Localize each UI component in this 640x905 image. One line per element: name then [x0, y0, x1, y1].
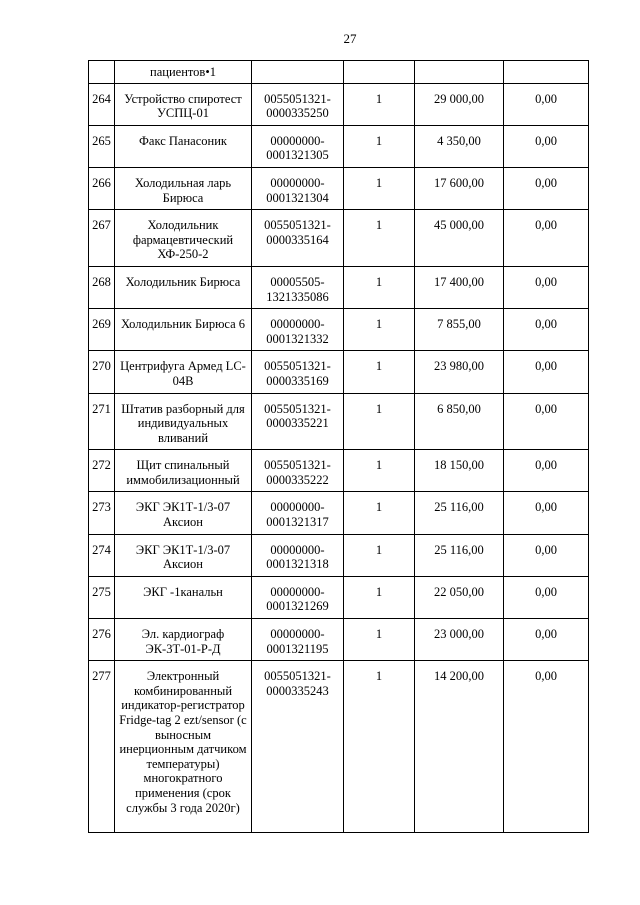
- item-name: Факс Панасоник: [115, 125, 252, 167]
- inventory-code: 00000000-0001321332: [252, 309, 344, 351]
- quantity: 1: [344, 492, 415, 534]
- item-name: Электронный комбинированный индикатор-регистратор Fridge-tag 2 ezt/sensor (с выносным инерционным датчиком температуры) многократного применения (срок службы 3 года 2020г): [115, 661, 252, 833]
- inventory-code: 00000000-0001321317: [252, 492, 344, 534]
- book-value: 45 000,00: [415, 210, 504, 267]
- book-value: [415, 61, 504, 84]
- table-row: [89, 661, 589, 833]
- item-name: Устройство спиротест УСПЦ-01: [115, 83, 252, 125]
- inventory-code: 00000000-0001321318: [252, 534, 344, 576]
- item-name: ЭКГ ЭК1Т-1/3-07 Аксион: [115, 534, 252, 576]
- table-row: [89, 619, 589, 661]
- residual-value: [504, 61, 589, 84]
- quantity: 1: [344, 450, 415, 492]
- row-number: 269: [89, 309, 115, 351]
- quantity: 1: [344, 83, 415, 125]
- inventory-code: 0055051321-0000335243: [252, 661, 344, 833]
- residual-value: 0,00: [504, 210, 589, 267]
- item-name: Эл. кардиограф ЭК-3Т-01-Р-Д: [115, 619, 252, 661]
- row-number: 267: [89, 210, 115, 267]
- item-name: пациентов•1: [115, 61, 252, 84]
- item-name: Холодильник Бирюса: [115, 266, 252, 308]
- item-name: Холодильная ларь Бирюса: [115, 167, 252, 209]
- book-value: 6 850,00: [415, 393, 504, 450]
- quantity: 1: [344, 351, 415, 393]
- table-row: [89, 534, 589, 576]
- book-value: 29 000,00: [415, 83, 504, 125]
- residual-value: 0,00: [504, 83, 589, 125]
- row-number: 277: [89, 661, 115, 833]
- quantity: 1: [344, 309, 415, 351]
- table-row: [89, 393, 589, 450]
- item-name: ЭКГ ЭК1Т-1/3-07 Аксион: [115, 492, 252, 534]
- inventory-table: [88, 60, 589, 833]
- row-number: 273: [89, 492, 115, 534]
- inventory-code: 00000000-0001321195: [252, 619, 344, 661]
- book-value: 14 200,00: [415, 661, 504, 833]
- inventory-code: 00000000-0001321269: [252, 576, 344, 618]
- quantity: [344, 61, 415, 84]
- residual-value: 0,00: [504, 351, 589, 393]
- item-name: Холодильник Бирюса 6: [115, 309, 252, 351]
- table-row: [89, 309, 589, 351]
- table-row: [89, 266, 589, 308]
- residual-value: 0,00: [504, 125, 589, 167]
- table-row: [89, 492, 589, 534]
- book-value: 25 116,00: [415, 492, 504, 534]
- item-name: Центрифуга Армед LC-04B: [115, 351, 252, 393]
- inventory-table-body: [89, 61, 589, 833]
- table-row: [89, 167, 589, 209]
- quantity: 1: [344, 167, 415, 209]
- inventory-code: 00000000-0001321304: [252, 167, 344, 209]
- row-number: [89, 61, 115, 84]
- inventory-code: 0055051321-0000335221: [252, 393, 344, 450]
- table-row: [89, 61, 589, 84]
- inventory-code: [252, 61, 344, 84]
- item-name: Холодильник фармацевтический ХФ-250-2: [115, 210, 252, 267]
- row-number: 274: [89, 534, 115, 576]
- inventory-code: 00000000-0001321305: [252, 125, 344, 167]
- inventory-code: 0055051321-0000335222: [252, 450, 344, 492]
- row-number: 264: [89, 83, 115, 125]
- row-number: 276: [89, 619, 115, 661]
- row-number: 266: [89, 167, 115, 209]
- residual-value: 0,00: [504, 661, 589, 833]
- table-row: [89, 576, 589, 618]
- table-row: [89, 83, 589, 125]
- item-name: Штатив разборный для индивидуальных вливаний: [115, 393, 252, 450]
- residual-value: 0,00: [504, 309, 589, 351]
- residual-value: 0,00: [504, 576, 589, 618]
- residual-value: 0,00: [504, 393, 589, 450]
- book-value: 23 980,00: [415, 351, 504, 393]
- book-value: 17 400,00: [415, 266, 504, 308]
- residual-value: 0,00: [504, 619, 589, 661]
- table-row: [89, 351, 589, 393]
- quantity: 1: [344, 661, 415, 833]
- residual-value: 0,00: [504, 167, 589, 209]
- book-value: 4 350,00: [415, 125, 504, 167]
- book-value: 23 000,00: [415, 619, 504, 661]
- inventory-code: 0055051321-0000335169: [252, 351, 344, 393]
- residual-value: 0,00: [504, 534, 589, 576]
- book-value: 22 050,00: [415, 576, 504, 618]
- book-value: 7 855,00: [415, 309, 504, 351]
- quantity: 1: [344, 266, 415, 308]
- inventory-code: 0055051321-0000335250: [252, 83, 344, 125]
- row-number: 275: [89, 576, 115, 618]
- row-number: 272: [89, 450, 115, 492]
- row-number: 265: [89, 125, 115, 167]
- item-name: ЭКГ -1канальн: [115, 576, 252, 618]
- row-number: 268: [89, 266, 115, 308]
- row-number: 270: [89, 351, 115, 393]
- item-name: Щит спинальный иммобилизационный: [115, 450, 252, 492]
- residual-value: 0,00: [504, 266, 589, 308]
- quantity: 1: [344, 393, 415, 450]
- table-row: [89, 125, 589, 167]
- quantity: 1: [344, 576, 415, 618]
- inventory-code: 00005505-1321335086: [252, 266, 344, 308]
- quantity: 1: [344, 210, 415, 267]
- table-row: [89, 450, 589, 492]
- inventory-code: 0055051321-0000335164: [252, 210, 344, 267]
- book-value: 18 150,00: [415, 450, 504, 492]
- quantity: 1: [344, 534, 415, 576]
- residual-value: 0,00: [504, 450, 589, 492]
- book-value: 17 600,00: [415, 167, 504, 209]
- table-row: [89, 210, 589, 267]
- quantity: 1: [344, 619, 415, 661]
- page-number: 27: [343, 31, 357, 46]
- quantity: 1: [344, 125, 415, 167]
- row-number: 271: [89, 393, 115, 450]
- residual-value: 0,00: [504, 492, 589, 534]
- book-value: 25 116,00: [415, 534, 504, 576]
